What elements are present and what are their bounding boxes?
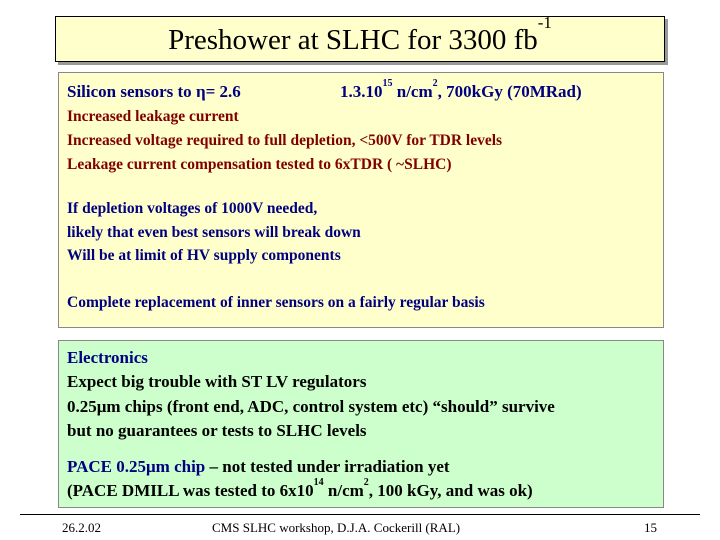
hv-line-3: Will be at limit of HV supply components xyxy=(67,247,341,264)
footer-date: 26.2.02 xyxy=(62,520,101,535)
pace-chip-word: m chip xyxy=(155,457,206,476)
fluence-unit-exponent: 2 xyxy=(432,78,438,89)
pace-size: PACE 0.25 xyxy=(67,457,147,476)
fluence-exponent: 15 xyxy=(382,78,393,89)
sensors-label: Silicon sensors to xyxy=(67,82,196,101)
pace-chip-label xyxy=(67,457,205,476)
replacement-line: Complete replacement of inner sensors on a fairly regular basis xyxy=(67,294,485,311)
hv-line-1: If depletion voltages of 1000V needed, xyxy=(67,200,318,217)
sensors-line-1 xyxy=(67,81,241,103)
dmill-text-a: (PACE DMILL was tested to 6x10 xyxy=(67,481,314,500)
leakage-current-line: Increased leakage current xyxy=(67,108,239,125)
pace-status: – not tested under irradiation yet xyxy=(205,457,450,476)
slide-title-superscript: -1 xyxy=(537,13,552,32)
fluence-unit: n/cm xyxy=(392,82,433,101)
footer-divider xyxy=(20,514,700,515)
chip-size-value: 0.25 xyxy=(67,397,97,416)
lv-regulators-line: Expect big trouble with ST LV regulators xyxy=(67,372,367,391)
dmill-unit-exponent: 2 xyxy=(363,477,369,488)
dose-value: , 700kGy (70MRad) xyxy=(437,82,582,101)
eta-value: = 2.6 xyxy=(205,82,241,101)
hv-line-2: likely that even best sensors will break down xyxy=(67,224,361,241)
page-number: 15 xyxy=(644,520,657,535)
fluence-value: 1.3.10 xyxy=(340,82,383,101)
chips-description: m chips (front end, ADC, control system etc) “should” survive xyxy=(106,397,555,416)
slide-title-main: Preshower at SLHC for 3300 fb xyxy=(168,24,538,56)
title-box xyxy=(55,13,665,62)
dmill-line xyxy=(67,477,533,502)
footer-workshop: CMS SLHC workshop, D.J.A. Cockerill (RAL) xyxy=(212,520,461,535)
pace-line xyxy=(67,456,450,478)
dmill-text-c: , 100 kGy, and was ok) xyxy=(368,481,533,500)
electronics-heading: Electronics xyxy=(67,348,148,367)
dmill-exponent: 14 xyxy=(313,477,324,488)
compensation-line: Leakage current compensation tested to 6xTDR ( ~SLHC) xyxy=(67,156,452,173)
pace-mu-symbol: μ xyxy=(146,457,156,476)
dmill-unit: n/cm xyxy=(323,481,364,500)
chips-survive-line xyxy=(67,396,555,418)
fluence-dose-line xyxy=(340,78,582,103)
eta-symbol: η xyxy=(195,82,206,101)
mu-symbol: μ xyxy=(96,397,107,416)
slide-title xyxy=(168,13,552,56)
depletion-voltage-line: Increased voltage required to full depletion, <500V for TDR levels xyxy=(67,132,503,149)
no-guarantees-line: but no guarantees or tests to SLHC levels xyxy=(67,421,367,440)
